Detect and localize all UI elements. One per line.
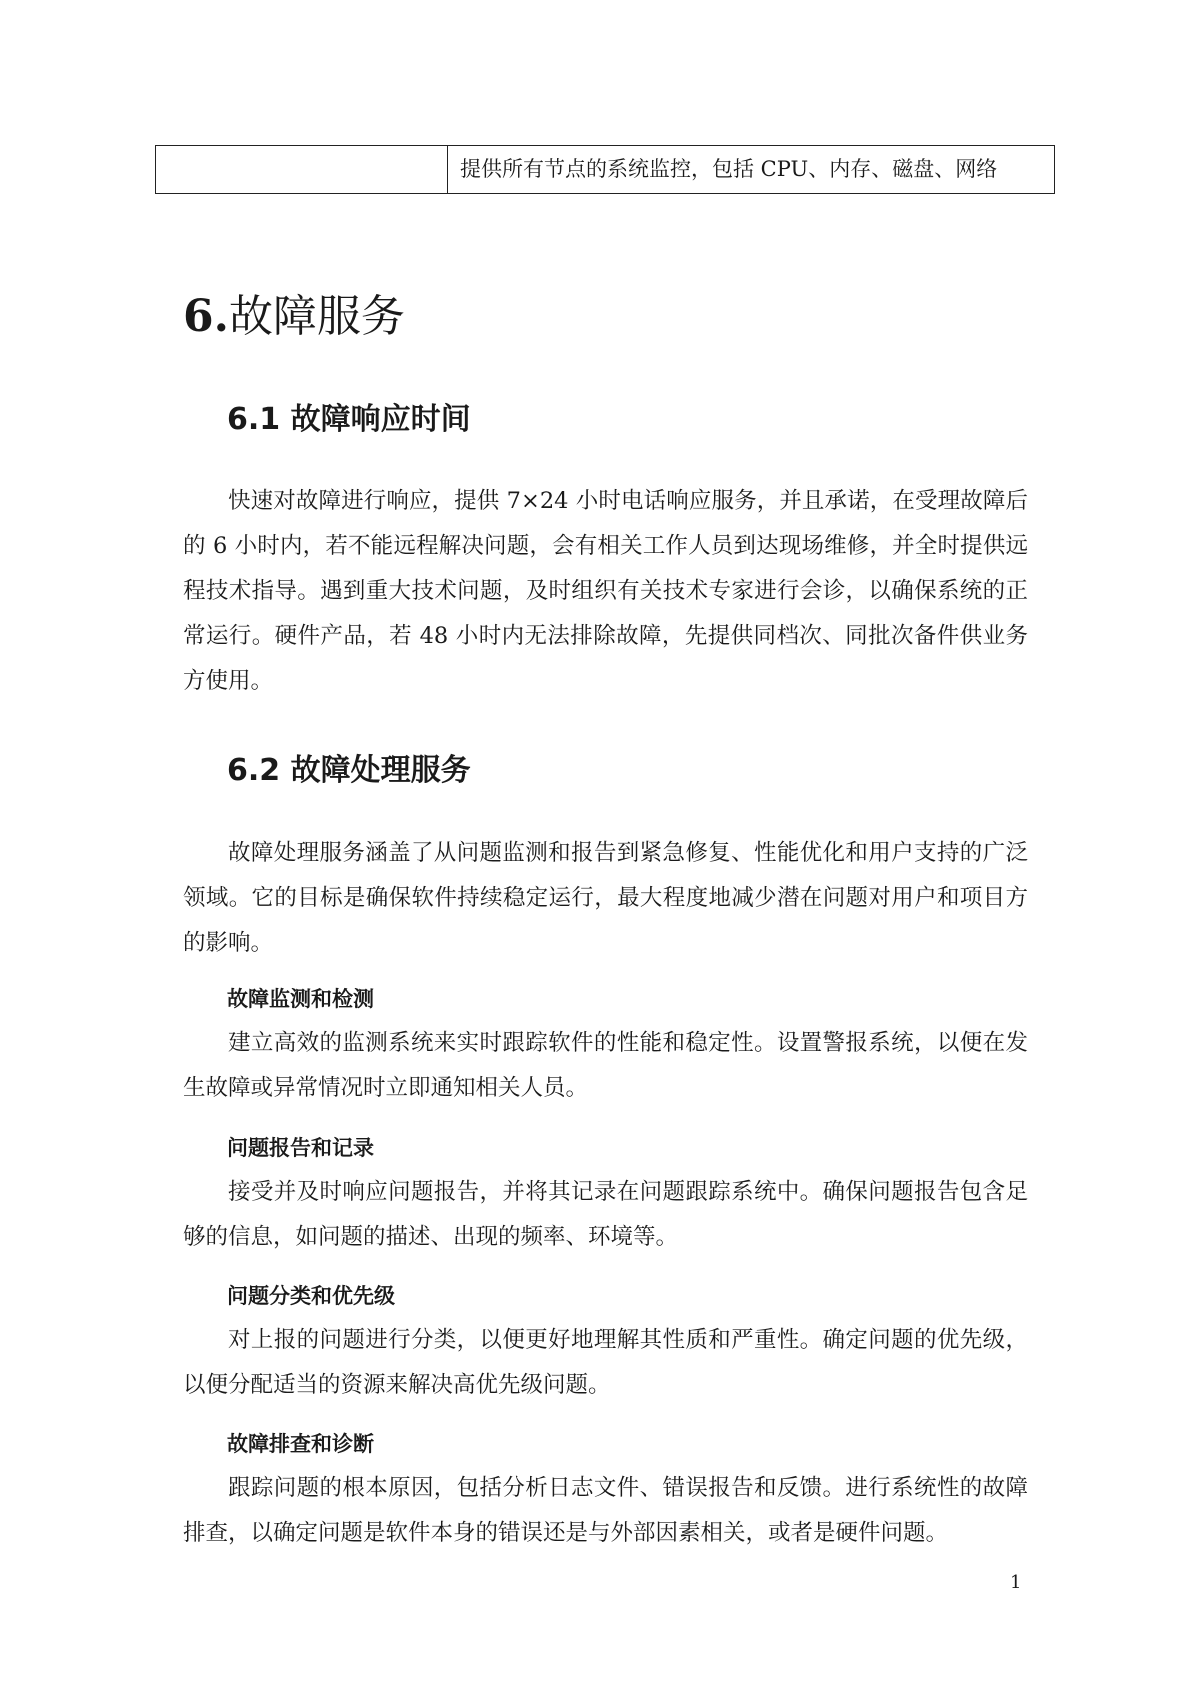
table-fragment <box>155 145 1055 194</box>
item-title: 问题分类和优先级 <box>227 1284 395 1308</box>
subsection-heading-6-2: 6.2 故障处理服务 <box>227 753 471 788</box>
item-text: 建立高效的监测系统来实时跟踪软件的性能和稳定性。设置警报系统，以便在发生故障或异常情况时立即通知相关人员。 <box>183 1030 1028 1101</box>
table-cell-left <box>156 146 448 193</box>
paragraph-response-time: 快速对故障进行响应，提供 7×24 小时电话响应服务，并且承诺，在受理故障后的 6 小时内，若不能远程解决问题，会有相关工作人员到达现场维修，并全时提供远程技术指导。遇到重大技术问题，及时组织有关技术专家进行会诊，以确保系统的正常运行。硬件产品，若 48 小时内无法排除故障，先提供同档次、同批次备件供业务方使用。 <box>183 488 1028 694</box>
paragraph-service-intro: 故障处理服务涵盖了从问题监测和报告到紧急修复、性能优化和用户支持的广泛领域。它的目标是确保软件持续稳定运行，最大程度地减少潜在问题对用户和项目方的影响。 <box>183 840 1028 956</box>
subsection-heading-6-1: 6.1 故障响应时间 <box>227 402 471 437</box>
section-title: 故障服务 <box>228 291 405 342</box>
item-text: 跟踪问题的根本原因，包括分析日志文件、错误报告和反馈。进行系统性的故障排查，以确定问题是软件本身的错误还是与外部因素相关，或者是硬件问题。 <box>183 1475 1028 1546</box>
page-number: 1 <box>1010 1572 1022 1593</box>
item-title: 故障监测和检测 <box>227 987 374 1011</box>
item-text: 对上报的问题进行分类，以便更好地理解其性质和严重性。确定问题的优先级，以便分配适当的资源来解决高优先级问题。 <box>183 1327 1028 1398</box>
item-text: 接受并及时响应问题报告，并将其记录在问题跟踪系统中。确保问题报告包含足够的信息，如问题的描述、出现的频率、环境等。 <box>183 1179 1028 1250</box>
table-cell-right: 提供所有节点的系统监控，包括 CPU、内存、磁盘、网络 <box>460 157 998 181</box>
section-heading <box>183 285 405 349</box>
item-title: 故障排查和诊断 <box>227 1432 374 1456</box>
section-number: 6. <box>183 291 229 342</box>
item-title: 问题报告和记录 <box>227 1136 374 1160</box>
